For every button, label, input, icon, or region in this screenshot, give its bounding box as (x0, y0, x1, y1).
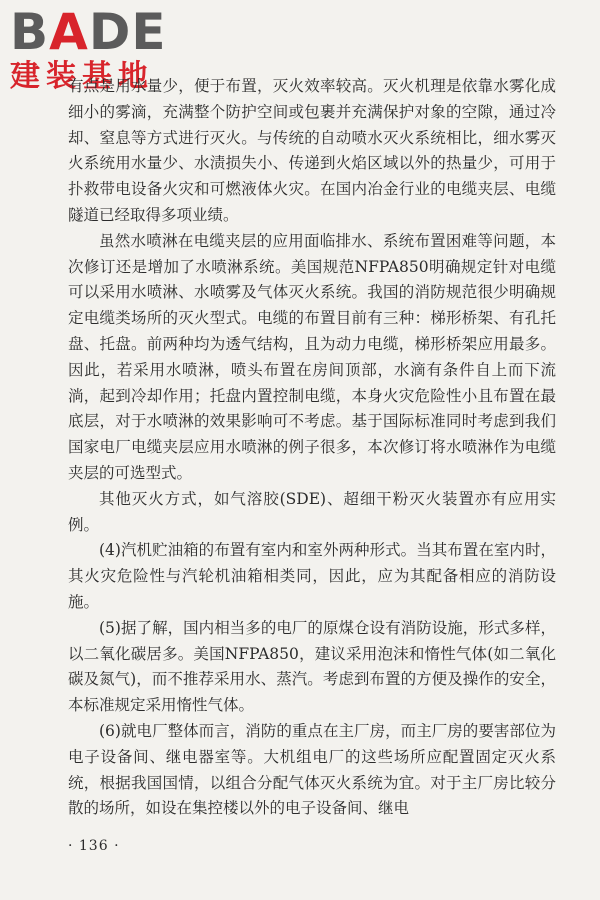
page-number: · 136 · (68, 838, 120, 854)
watermark-subtitle: 建装基地 (10, 59, 154, 94)
paragraph-5: (5)据了解，国内相当多的电厂的原煤仓设有消防设施，形式多样，以二氧化碳居多。美国NFPA850，建议采用泡沫和惰性气体(如二氧化碳及氮气)，而不推荐采用水、蒸汽。考虑到布置的方便及操作的安全，本标准规定采用惰性气体。 (68, 618, 556, 715)
paragraph-6: (6)就电厂整体而言，消防的重点在主厂房，而主厂房的要害部位为电子设备间、继电器室等。大机组电厂的这些场所应配置固定灭火系统，根据我国国情，以组合分配气体灭火系统为宜。对于主厂房比较分散的场所，如设在集控楼以外的电子设备间、继电 (68, 721, 556, 818)
watermark-accent-letter: A (49, 3, 89, 61)
watermark-brand: BADE (10, 3, 167, 61)
paragraph-3: 其他灭火方式，如气溶胶(SDE)、超细干粉灭火装置亦有应用实例。 (68, 489, 556, 534)
paragraph-1: 有点是用水量少，便于布置，灭火效率较高。灭火机理是依靠水雾化成细小的雾滴，充满整个防护空间或包裹并充满保护对象的空隙，通过冷却、窒息等方式进行灭火。与传统的自动喷水灭火系统相比，细水雾灭火系统用水量少、水渍损失小、传递到火焰区域以外的热量少，可用于扑救带电设备火灾和可燃液体火灾。在国内冶金行业的电缆夹层、电缆隧道已经取得多项业绩。 (68, 77, 556, 224)
paragraph-4: (4)汽机贮油箱的布置有室内和室外两种形式。当其布置在室内时，其火灾危险性与汽轮机油箱相类同，因此，应为其配备相应的消防设施。 (68, 541, 556, 611)
paragraph-2: 虽然水喷淋在电缆夹层的应用面临排水、系统布置困难等问题，本次修订还是增加了水喷淋系统。美国规范NFPA850明确规定针对电缆可以采用水喷淋、水喷雾及气体灭火系统。我国的消防规范很少明确规定电缆类场所的灭火型式。电缆的布置目前有三种：梯形桥架、有孔托盘、托盘。前两种均为透气结构，且为动力电缆，梯形桥架应用最多。因此，若采用水喷淋，喷头布置在房间顶部，水滴有条件自上而下流淌，起到冷却作用；托盘内置控制电缆，本身火灾危险性小且布置在最底层，对于水喷淋的效果影响可不考虑。基于国际标准同时考虑到我们国家电厂电缆夹层应用水喷淋的例子很多，本次修订将水喷淋作为电缆夹层的可选型式。 (68, 231, 556, 482)
body-text (68, 74, 556, 822)
